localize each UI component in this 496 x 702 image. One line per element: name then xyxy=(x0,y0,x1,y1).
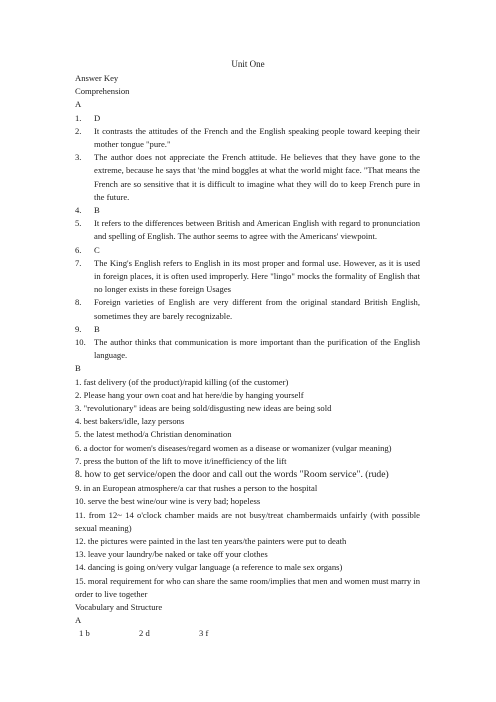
vocabulary-answers xyxy=(75,627,420,640)
list-item xyxy=(75,257,420,297)
list-item: 7. press the button of the lift to move it/inefficiency of the lift xyxy=(75,455,287,466)
item-number: 3. xyxy=(75,152,82,163)
answer-key-heading: Answer Key xyxy=(75,73,119,83)
list-item: 14. dancing is going on/very vulgar language (a reference to male sex organs) xyxy=(75,562,343,573)
list-item: 15. moral requirement for who can share the same room/implies that men and women must marry in order to live together xyxy=(75,575,420,599)
vocab-answer: 1 b xyxy=(79,628,90,639)
list-item: 11. from 12~ 14 o'clock chamber maids are not busy/treat chambermaids unfairly (with possible sexual meaning) xyxy=(75,509,420,533)
list-item xyxy=(75,296,420,322)
vocab-answer: 2 d xyxy=(139,628,150,639)
item-text: It contrasts the attitudes of the French and the English speaking people toward keeping their mother tongue "pure." xyxy=(94,125,420,150)
item-number: 7. xyxy=(75,257,82,268)
list-item xyxy=(75,323,420,336)
list-item: 10. serve the best wine/our wine is very bad; hopeless xyxy=(75,496,261,507)
list-item: 1. fast delivery (of the product)/rapid killing (of the customer) xyxy=(75,376,289,387)
item-number: 2. xyxy=(75,125,82,136)
list-item: 13. leave your laundry/be naked or take off your clothes xyxy=(75,549,268,560)
item-number: 10. xyxy=(75,337,86,348)
item-text: The author thinks that communication is more important than the purification of the English language. xyxy=(94,337,420,361)
list-item: 2. Please hang your own coat and hat here/die by hanging yourself xyxy=(75,389,304,400)
item-number: 9. xyxy=(75,323,82,334)
list-item: 3. "revolutionary" ideas are being sold/disgusting new ideas are being sold xyxy=(75,403,332,414)
list-item: 8. how to get service/open the door and call out the words "Room service". (rude) xyxy=(75,469,389,481)
list-item xyxy=(75,244,420,257)
list-item: 9. in an European atmosphere/a car that rushes a person to the hospital xyxy=(75,483,318,494)
item-number: 8. xyxy=(75,297,82,308)
list-item: 5. the latest method/a Christian denomination xyxy=(75,429,232,440)
item-text: C xyxy=(94,244,100,255)
vocabulary-heading: Vocabulary and Structure xyxy=(75,601,163,612)
list-item xyxy=(75,151,420,204)
page-title: Unit One xyxy=(231,59,265,69)
item-number: 6. xyxy=(75,244,82,255)
item-text: B xyxy=(94,323,100,334)
comprehension-heading: Comprehension xyxy=(75,86,130,97)
item-text: The King's English refers to English in its most proper and formal use. However, as it is used in foreign places, it is often used improperly. Here "lingo" mocks the formality of English that no longer exists in these foreign Usages xyxy=(94,257,420,295)
list-item xyxy=(75,112,420,125)
document-body xyxy=(75,72,420,641)
list-item xyxy=(75,204,420,217)
comprehension-a-list xyxy=(75,112,420,363)
section-a-heading: A xyxy=(75,99,82,110)
list-item xyxy=(75,217,420,243)
vocabulary-a-heading: A xyxy=(75,615,82,626)
vocab-answer: 3 f xyxy=(199,628,209,639)
list-item: 12. the pictures were painted in the last ten years/the painters were put to death xyxy=(75,535,347,546)
list-item: 6. a doctor for women's diseases/regard women as a disease or womanizer (vulgar meaning) xyxy=(75,442,392,453)
item-number: 4. xyxy=(75,205,82,216)
list-item xyxy=(75,125,420,151)
section-b-heading: B xyxy=(75,363,81,374)
item-text: The author does not appreciate the French attitude. He believes that they have gone to the extreme, because he says that 'the mind boggles at what the world might face. "That means the French are so sensitive that it is difficult to imagine what they will do to keep French pure in the future. xyxy=(94,152,420,202)
item-text: It refers to the differences between British and American English with regard to pronunciation and spelling of English. The author seems to agree with the Americans' viewpoint. xyxy=(94,218,420,242)
list-item: 4. best bakers/idle, lazy persons xyxy=(75,416,185,427)
item-text: Foreign varieties of English are very different from the original standard British English, sometimes they are barely recognizable. xyxy=(94,297,420,321)
item-text: D xyxy=(94,112,101,123)
comprehension-b-list xyxy=(75,376,420,601)
item-number: 5. xyxy=(75,218,82,229)
list-item xyxy=(75,336,420,362)
item-text: B xyxy=(94,205,100,216)
item-number: 1. xyxy=(75,112,82,123)
